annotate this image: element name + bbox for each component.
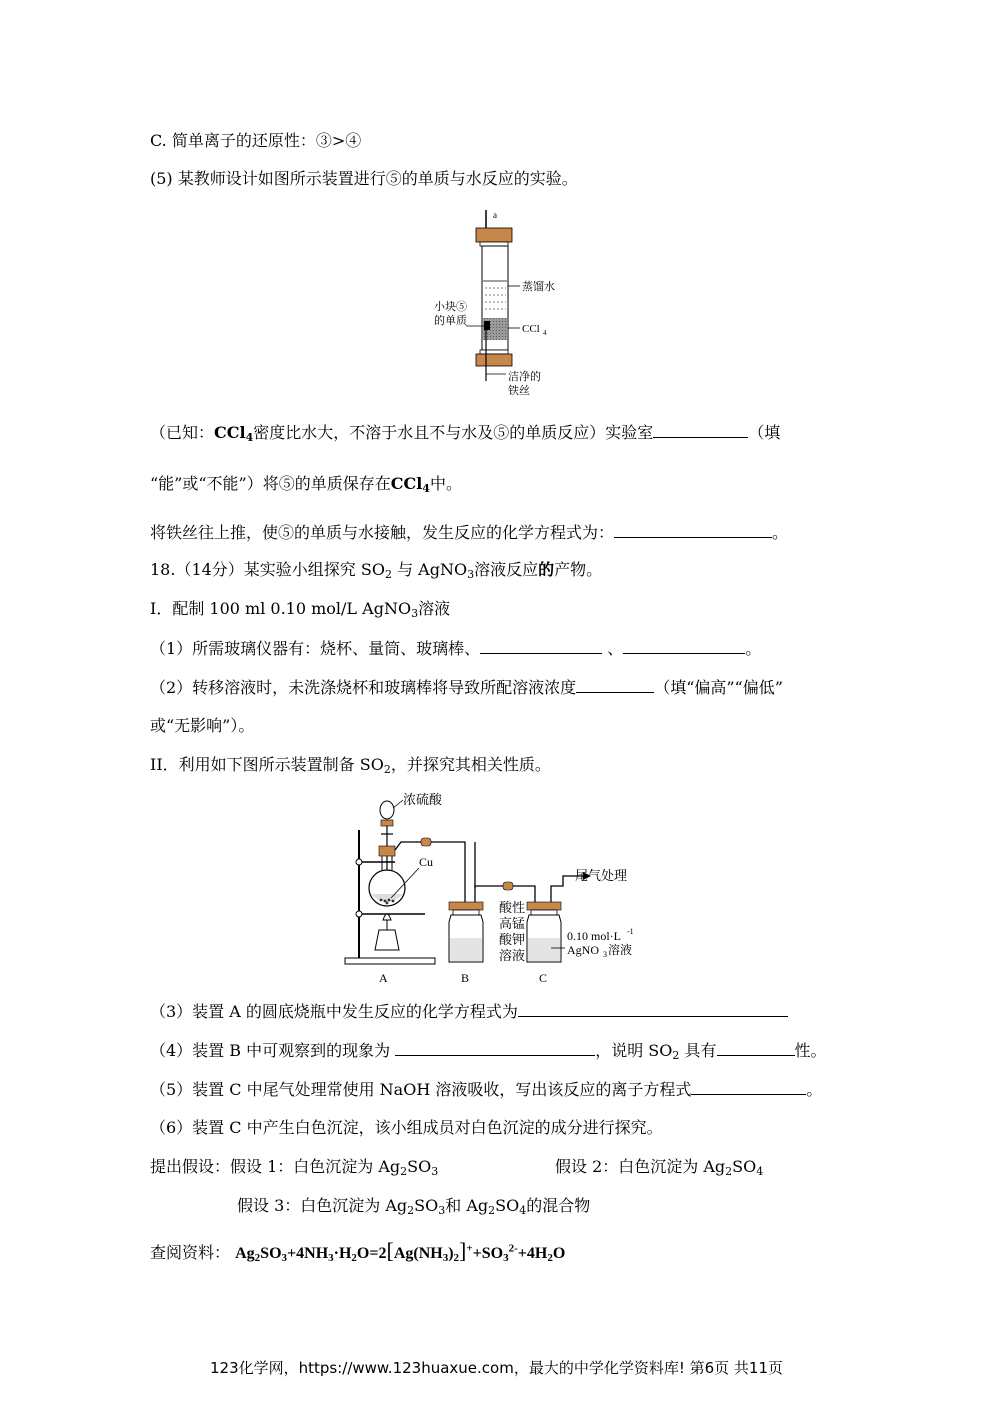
question-4: （4）装置 B 中可观察到的现象为 ，说明 $SO_2$ 具有 性。 [150, 1041, 827, 1062]
fig2-label-cu: Cu [419, 855, 434, 869]
fig1-label-water: 蒸馏水 [522, 280, 555, 293]
reference-line: 查阅资料： $Ag_2SO_3+4NH_3\cdot H_2O=2[Ag(NH_3)_2]^++SO_3^{2-}+4H_2O$ [150, 1238, 566, 1264]
fig2-label-C: C [539, 971, 548, 985]
fig2-label-b-2: 高锰 [499, 917, 526, 932]
fig2-label-b-1: 酸性 [499, 901, 526, 916]
answer-blank-storage[interactable] [653, 421, 748, 438]
fig1-label-solid-1: 小块⑤ [434, 300, 467, 313]
fig1-label-ccl4: CCl [522, 323, 540, 335]
answer-blank-q1-b[interactable] [623, 637, 745, 654]
svg-text:-1: -1 [627, 927, 634, 936]
fig1-label-ccl4-sub: 4 [543, 329, 547, 337]
answer-blank-q5b[interactable] [691, 1078, 806, 1095]
so2-apparatus-figure [335, 790, 665, 990]
store-line: “能”或“不能”）将⑤的单质保存在CCl$_4$中。 [150, 474, 462, 495]
fig2-label-tail: 尾气处理 [575, 869, 628, 884]
fig2-label-c-2: AgNO [567, 943, 599, 957]
reference-equation: $Ag_2SO_3+4NH_3\cdot H_2O=2[Ag(NH_3)_2]^++SO_3^{2-}+4H_2O$ [235, 1238, 566, 1264]
question-2: （2）转移溶液时，未洗涤烧杯和玻璃棒将导致所配溶液浓度 （填“偏高”“偏低” [150, 678, 783, 697]
question-3: （3）装置 A 的圆底烧瓶中发生反应的化学方程式为 [150, 1000, 788, 1023]
option-c: C. 简单离子的还原性：③>④ [150, 131, 362, 150]
hypothesis-3: 假设 3：白色沉淀为 $Ag_2SO_3$和 $Ag_2SO_4$的混合物 [237, 1196, 591, 1217]
answer-blank-q2[interactable] [576, 676, 654, 693]
fig1-label-wire-1: 洁净的 [508, 370, 541, 383]
fig2-label-b-4: 溶液 [499, 949, 526, 964]
answer-blank-equation-5[interactable] [614, 521, 772, 538]
page-footer: 123化学网，https://www.123huaxue.com，最大的中学化学资料库! 第6页 共11页 [209, 1359, 784, 1377]
question-2-cont: 或“无影响”）。 [150, 716, 255, 735]
answer-blank-q4-a[interactable] [395, 1039, 595, 1056]
fig2-label-A: A [379, 971, 388, 985]
push-line: 将铁丝往上推，使⑤的单质与水接触，发生反应的化学方程式为： 。 [150, 523, 789, 542]
fig2-label-c-1: 0.10 mol·L [567, 929, 621, 943]
fig1-label-solid-2: 的单质 [434, 314, 467, 327]
answer-blank-q4-b[interactable] [717, 1039, 795, 1056]
svg-text:3: 3 [603, 950, 607, 959]
hypothesis-2: 假设 2：白色沉淀为 $Ag_2SO_4$ [555, 1157, 764, 1178]
fig2-label-b-3: 酸钾 [499, 933, 526, 948]
fig1-label-wire-2: 铁丝 [508, 384, 530, 397]
question-18-title: 18.（14分）某实验小组探究 $SO_2$ 与 AgNO$_3$溶液反应的产物。 [150, 560, 603, 581]
answer-blank-q1-a[interactable] [480, 637, 602, 654]
question-1: （1）所需玻璃仪器有：烧杯、量筒、玻璃棒、 、 。 [150, 639, 762, 658]
known-line: （已知：CCl$_4$密度比水大，不溶于水且不与水及⑤的单质反应）实验室 （填 [150, 423, 781, 444]
column-apparatus-figure [420, 206, 580, 402]
part-2-title: II．利用如下图所示装置制备 $SO_2$，并探究其相关性质。 [150, 755, 551, 776]
part-1-title: I．配制 100 ml 0.10 mol/L AgNO$_3$溶液 [150, 599, 451, 620]
fig2-label-c-2b: 溶液 [608, 943, 633, 957]
question-5-intro: (5) 某教师设计如图所示装置进行⑤的单质与水反应的实验。 [150, 169, 578, 188]
fig2-label-B: B [461, 971, 470, 985]
question-5b: （5）装置 C 中尾气处理常使用 NaOH 溶液吸收，写出该反应的离子方程式 。 [150, 1080, 823, 1099]
hypothesis-1: 提出假设：假设 1：白色沉淀为 $Ag_2SO_3$ [150, 1157, 439, 1178]
fig1-label-a: a [493, 210, 497, 220]
fig2-label-acid: 浓硫酸 [403, 793, 443, 808]
question-6: （6）装置 C 中产生白色沉淀，该小组成员对白色沉淀的成分进行探究。 [150, 1118, 663, 1137]
answer-blank-q3[interactable] [518, 1000, 788, 1017]
